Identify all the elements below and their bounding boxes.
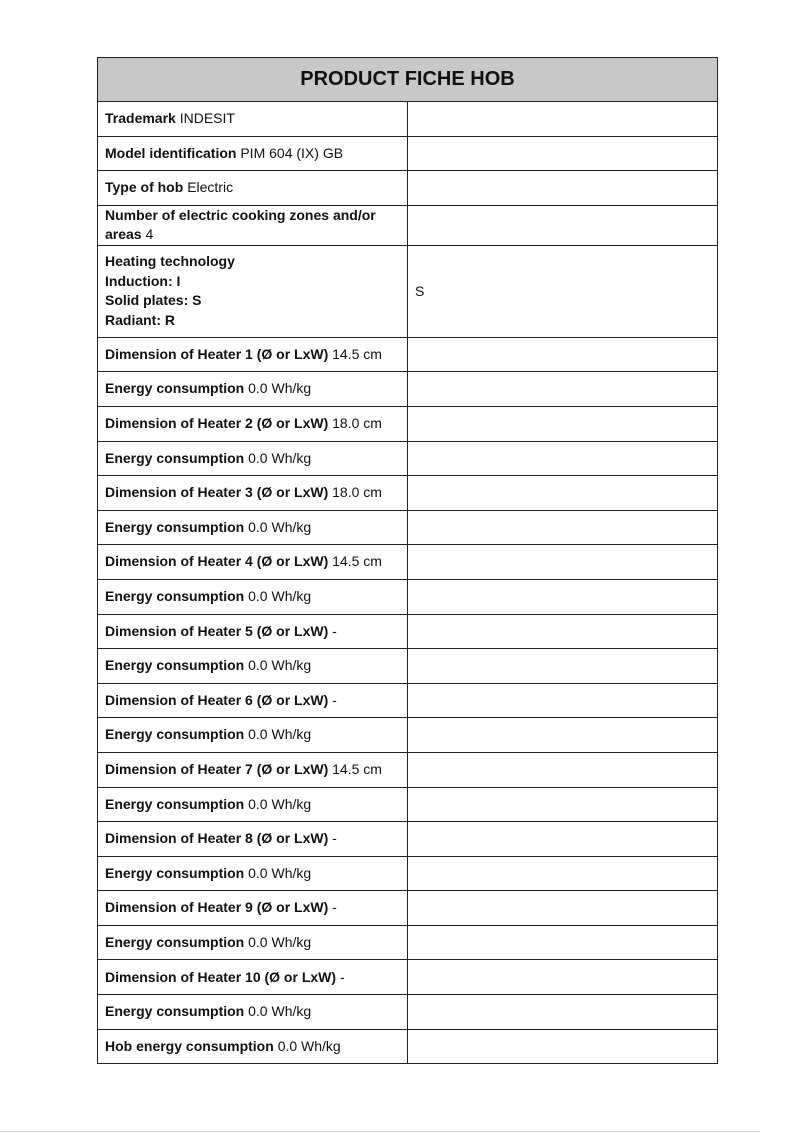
heating-option-induction: Induction: I [105,272,181,289]
heater-2-energy-row [98,441,718,476]
heater-9-energy-row-cell [98,925,408,960]
heater-3-dimension-row-value: 18.0 cm [332,484,382,501]
heater-6-energy-row [98,718,718,753]
heater-2-dimension-row-extra-cell [408,406,718,441]
heater-8-dimension-row-cell [98,822,408,857]
heater-5-energy-row-cell [98,649,408,684]
title-row [98,58,718,102]
hob-type-label: Type of hob [105,179,184,196]
trademark-value: INDESIT [179,110,235,127]
hob-energy-row-cell [98,1029,408,1064]
heater-7-energy-row [98,787,718,822]
heater-4-energy-row-value: 0.0 Wh/kg [248,587,312,604]
heater-9-energy-row-extra-cell [408,925,718,960]
heater-7-dimension-row [98,752,718,787]
heater-1-dimension-row-extra-cell [408,337,718,372]
heater-4-energy-row-label: Energy consumption [105,587,245,604]
heater-7-dimension-row-label: Dimension of Heater 7 (Ø or LxW) [105,760,329,777]
heater-2-energy-row-extra-cell [408,441,718,476]
heater-6-dimension-row-label: Dimension of Heater 6 (Ø or LxW) [105,691,329,708]
heater-5-energy-row [98,649,718,684]
heater-9-dimension-row-cell [98,891,408,926]
heater-6-dimension-row-cell [98,683,408,718]
heater-3-dimension-row-extra-cell [408,476,718,511]
heater-5-dimension-row-value: - [332,622,337,639]
heater-6-energy-row-cell [98,718,408,753]
heating-option-solid: Solid plates: S [105,292,202,309]
zones-row [98,205,718,245]
heater-2-energy-row-cell [98,441,408,476]
heater-5-energy-row-value: 0.0 Wh/kg [248,657,312,674]
hob-type-row [98,171,718,206]
heater-1-energy-row-cell [98,372,408,407]
heater-3-dimension-row [98,476,718,511]
heater-8-energy-row [98,856,718,891]
model-cell [98,136,408,171]
heater-7-energy-row-cell [98,787,408,822]
heater-5-dimension-row-label: Dimension of Heater 5 (Ø or LxW) [105,622,329,639]
heater-2-dimension-row [98,406,718,441]
hob-type-cell [98,171,408,206]
heater-3-energy-row-value: 0.0 Wh/kg [248,518,312,535]
heater-7-energy-row-value: 0.0 Wh/kg [248,795,312,812]
heater-4-dimension-row [98,545,718,580]
heater-1-energy-row-value: 0.0 Wh/kg [248,380,312,397]
heater-8-dimension-row-value: - [332,830,337,847]
heater-10-energy-row-value: 0.0 Wh/kg [248,1003,312,1020]
hob-energy-row-label: Hob energy consumption [105,1037,274,1054]
heater-8-dimension-row-label: Dimension of Heater 8 (Ø or LxW) [105,830,329,847]
heater-1-dimension-row-label: Dimension of Heater 1 (Ø or LxW) [105,345,329,362]
heater-5-dimension-row [98,614,718,649]
heater-6-dimension-row-value: - [332,691,337,708]
trademark-row [98,102,718,137]
model-extra-cell [408,136,718,171]
model-row [98,136,718,171]
heater-9-dimension-row-label: Dimension of Heater 9 (Ø or LxW) [105,899,329,916]
heater-3-energy-row-label: Energy consumption [105,518,245,535]
heater-3-dimension-row-cell [98,476,408,511]
heating-label: Heating technology [105,253,235,270]
heater-4-dimension-row-cell [98,545,408,580]
heater-4-energy-row [98,579,718,614]
heater-5-dimension-row-cell [98,614,408,649]
heater-9-energy-row-label: Energy consumption [105,933,245,950]
hob-type-value: Electric [187,179,234,196]
heater-2-dimension-row-label: Dimension of Heater 2 (Ø or LxW) [105,415,329,432]
model-label: Model identification [105,144,237,161]
heater-9-dimension-row [98,891,718,926]
page-title: PRODUCT FICHE HOB [98,58,718,102]
heating-value: S [408,245,718,337]
heater-5-dimension-row-extra-cell [408,614,718,649]
hob-energy-row-value: 0.0 Wh/kg [277,1037,341,1054]
heater-2-dimension-row-cell [98,406,408,441]
heater-3-energy-row-extra-cell [408,510,718,545]
heater-2-energy-row-label: Energy consumption [105,449,245,466]
heater-9-dimension-row-extra-cell [408,891,718,926]
heater-3-energy-row [98,510,718,545]
heater-6-energy-row-value: 0.0 Wh/kg [248,726,312,743]
heater-10-energy-row-extra-cell [408,995,718,1030]
page-bottom-divider [0,1131,760,1132]
heater-8-dimension-row [98,822,718,857]
zones-extra-cell [408,205,718,245]
heater-10-energy-row-label: Energy consumption [105,1003,245,1020]
heater-10-dimension-row [98,960,718,995]
product-fiche-table [97,57,718,1064]
heater-5-energy-row-extra-cell [408,649,718,684]
heater-6-dimension-row-extra-cell [408,683,718,718]
heater-4-dimension-row-value: 14.5 cm [332,553,382,570]
heater-1-dimension-row-value: 14.5 cm [332,345,382,362]
heater-8-energy-row-extra-cell [408,856,718,891]
heater-2-dimension-row-value: 18.0 cm [332,415,382,432]
model-value: PIM 604 (IX) GB [240,144,344,161]
heater-4-dimension-row-extra-cell [408,545,718,580]
heater-6-dimension-row [98,683,718,718]
heating-option-radiant: Radiant: R [105,311,175,328]
hob-energy-row-extra-cell [408,1029,718,1064]
heater-10-dimension-row-label: Dimension of Heater 10 (Ø or LxW) [105,968,337,985]
heater-10-dimension-row-value: - [339,968,345,985]
heater-3-dimension-row-label: Dimension of Heater 3 (Ø or LxW) [105,484,329,501]
heater-4-energy-row-extra-cell [408,579,718,614]
heater-10-dimension-row-extra-cell [408,960,718,995]
heater-8-energy-row-value: 0.0 Wh/kg [248,864,312,881]
zones-label: Number of electric cooking zones and/or areas [105,206,376,243]
heater-9-energy-row [98,925,718,960]
heater-6-energy-row-extra-cell [408,718,718,753]
zones-cell [98,205,408,245]
heater-9-energy-row-value: 0.0 Wh/kg [248,933,312,950]
heater-2-energy-row-value: 0.0 Wh/kg [248,449,312,466]
heater-10-energy-row-cell [98,995,408,1030]
trademark-label: Trademark [105,110,176,127]
heater-1-energy-row-label: Energy consumption [105,380,245,397]
heater-9-dimension-row-value: - [332,899,337,916]
heater-4-energy-row-cell [98,579,408,614]
zones-value: 4 [145,226,154,243]
heater-7-dimension-row-extra-cell [408,752,718,787]
heater-7-energy-row-label: Energy consumption [105,795,245,812]
heater-7-dimension-row-cell [98,752,408,787]
heater-5-energy-row-label: Energy consumption [105,657,245,674]
heater-7-energy-row-extra-cell [408,787,718,822]
heater-1-dimension-row [98,337,718,372]
trademark-cell [98,102,408,137]
trademark-extra-cell [408,102,718,137]
heater-8-dimension-row-extra-cell [408,822,718,857]
heater-1-energy-row-extra-cell [408,372,718,407]
heater-4-dimension-row-label: Dimension of Heater 4 (Ø or LxW) [105,553,329,570]
heater-8-energy-row-cell [98,856,408,891]
heater-3-energy-row-cell [98,510,408,545]
hob-type-extra-cell [408,171,718,206]
heater-7-dimension-row-value: 14.5 cm [332,760,382,777]
heater-1-energy-row [98,372,718,407]
heater-10-energy-row [98,995,718,1030]
heater-1-dimension-row-cell [98,337,408,372]
heating-cell [98,245,408,337]
heating-row [98,245,718,337]
hob-energy-row [98,1029,718,1064]
heater-8-energy-row-label: Energy consumption [105,864,245,881]
heater-6-energy-row-label: Energy consumption [105,726,245,743]
heater-10-dimension-row-cell [98,960,408,995]
